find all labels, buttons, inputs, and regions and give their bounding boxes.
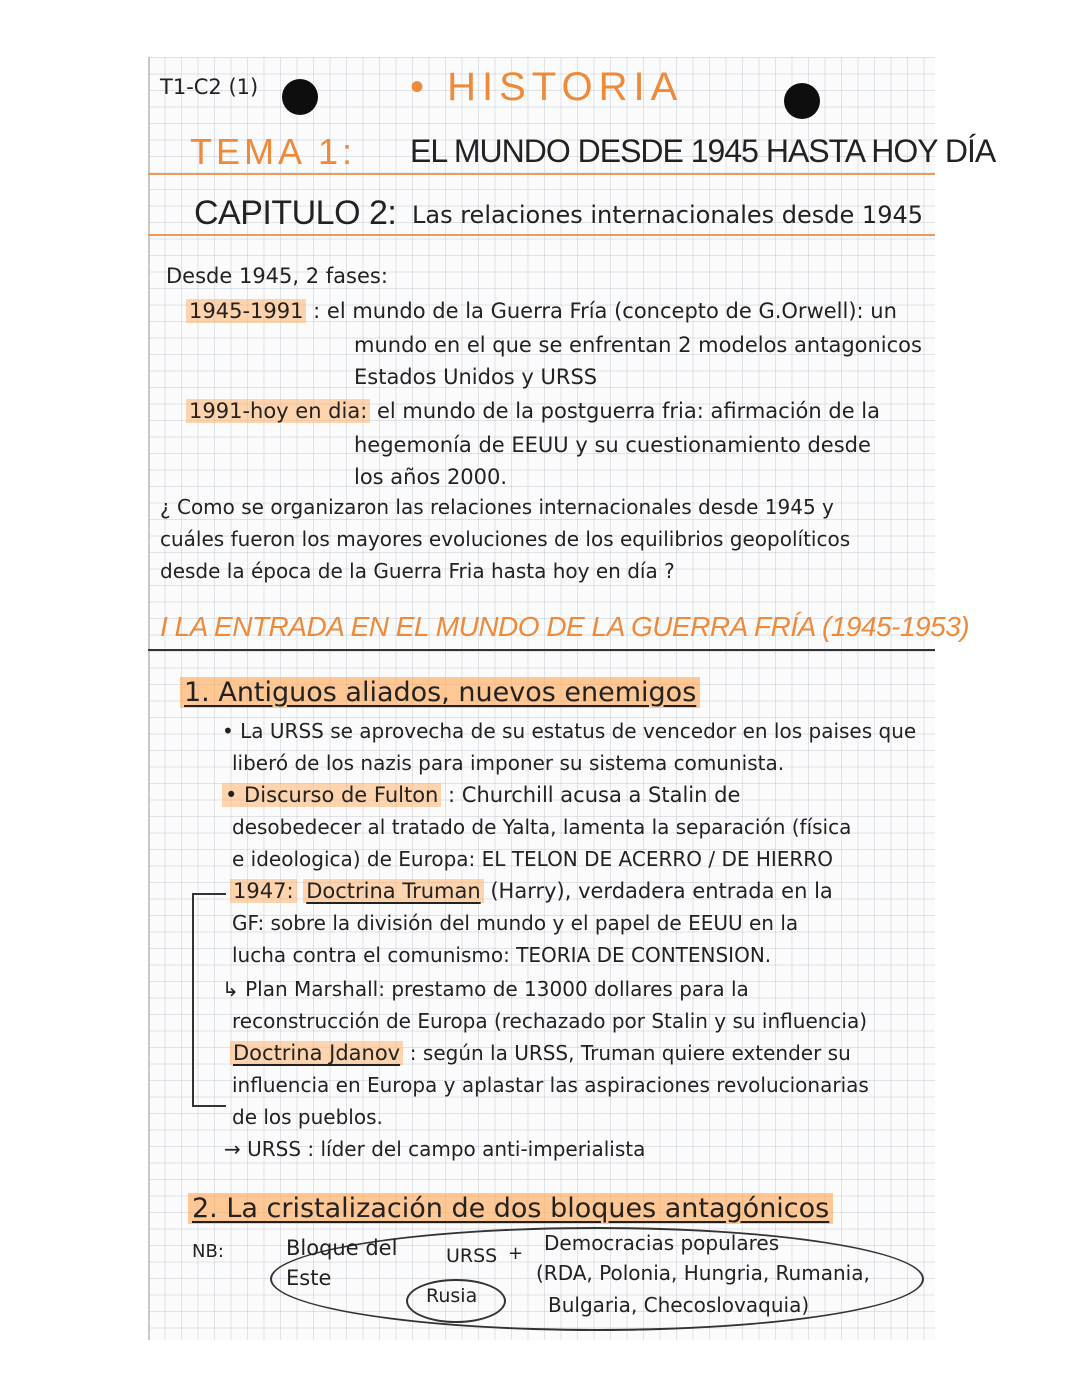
bullet3-line2: GF: sobre la división del mundo y el papel de EEUU en la xyxy=(232,911,799,935)
truman-date: 1947: xyxy=(230,879,297,903)
capitulo-title: Las relaciones internacionales desde 1945 xyxy=(412,201,924,229)
notebook-page xyxy=(148,57,996,1340)
question-line1: ¿ Como se organizaron las relaciones internacionales desde 1945 y xyxy=(160,495,834,519)
doctrine-bracket xyxy=(192,893,226,1107)
phase2-line1: el mundo de la postguerra fria: afirmación de la xyxy=(376,399,881,423)
phase1-line2: mundo en el que se enfrentan 2 modelos antagonicos xyxy=(354,333,922,357)
bullet5-line1: : según la URSS, Truman quiere extender su xyxy=(409,1041,851,1065)
plus-sign: + xyxy=(508,1243,524,1264)
urss-label: URSS xyxy=(446,1245,498,1267)
phase2-line2: hegemonía de EEUU y su cuestionamiento desde xyxy=(354,433,871,457)
phase1-line3: Estados Unidos y URSS xyxy=(354,365,598,389)
bullet5-line3: de los pueblos. xyxy=(232,1105,383,1129)
democracias-line2: (RDA, Polonia, Hungria, Rumania, xyxy=(536,1261,870,1285)
plan-marshall-line1: ↳ Plan Marshall: prestamo de 13000 dollares para la xyxy=(222,977,749,1001)
bullet2-row xyxy=(222,783,740,807)
section-underline xyxy=(148,649,935,651)
nb-label: NB: xyxy=(192,1241,224,1262)
page-title: • HISTORIA xyxy=(410,65,684,109)
question-line3: desde la época de la Guerra Fria hasta hoy en día ? xyxy=(160,559,675,583)
bullet3-line3: lucha contra el comunismo: TEORIA DE CONTENSION. xyxy=(232,943,772,967)
bloque-label: Bloque del Este xyxy=(286,1236,398,1290)
democracias-line3: Bulgaria, Checoslovaquia) xyxy=(548,1293,810,1317)
phase1-date: 1945-1991 xyxy=(186,299,306,323)
phase2-line3: los años 2000. xyxy=(354,465,508,489)
binder-hole-left xyxy=(282,79,318,115)
jdanov-label: Doctrina Jdanov xyxy=(230,1041,403,1065)
bullet5-row xyxy=(230,1041,851,1065)
fulton-label: • Discurso de Fulton xyxy=(222,783,441,807)
bullet3-line1: (Harry), verdadera entrada en la xyxy=(490,879,833,903)
urss-leader-line: → URSS : líder del campo anti-imperialista xyxy=(224,1137,646,1161)
section-title: I LA ENTRADA EN EL MUNDO DE LA GUERRA FRÍA (1945-1953) xyxy=(160,611,970,642)
capitulo-label: CAPITULO 2: xyxy=(194,194,397,232)
truman-label: Doctrina Truman xyxy=(303,879,483,903)
tema-title: EL MUNDO DESDE 1945 HASTA HOY DÍA xyxy=(410,133,996,169)
bullet1-line1: • La URSS se aprovecha de su estatus de vencedor en los paises que xyxy=(222,719,917,743)
bullet2-line3: e ideologica) de Europa: EL TELON DE ACERRO / DE HIERRO xyxy=(232,847,833,871)
binder-hole-right xyxy=(784,83,820,119)
question-line2: cuáles fueron los mayores evoluciones de los equilibrios geopolíticos xyxy=(160,527,851,551)
subsection2-title: 2. La cristalización de dos bloques antagónicos xyxy=(188,1193,833,1224)
corner-reference: T1-C2 (1) xyxy=(160,75,259,99)
bullet2-line1: : Churchill acusa a Stalin de xyxy=(448,783,741,807)
phase2-row xyxy=(186,399,880,423)
rusia-label: Rusia xyxy=(426,1285,478,1307)
bullet3-row xyxy=(230,879,833,903)
intro-lead: Desde 1945, 2 fases: xyxy=(166,264,388,288)
phase1-line1: : el mundo de la Guerra Fría (concepto de G.Orwell): un xyxy=(313,299,897,323)
plan-marshall-line2: reconstrucción de Europa (rechazado por Stalin y su influencia) xyxy=(232,1009,868,1033)
subsection1-title: 1. Antiguos aliados, nuevos enemigos xyxy=(180,677,700,708)
capitulo-underline xyxy=(148,234,935,236)
bullet2-line2: desobedecer al tratado de Yalta, lamenta la separación (física xyxy=(232,815,852,839)
tema-underline xyxy=(148,173,935,175)
phase1-row xyxy=(186,299,897,323)
phase2-date: 1991-hoy en dia: xyxy=(186,399,370,423)
democracias-line1: Democracias populares xyxy=(544,1231,780,1255)
tema-label: TEMA 1: xyxy=(190,131,357,172)
bullet5-line2: influencia en Europa y aplastar las aspiraciones revolucionarias xyxy=(232,1073,869,1097)
bullet1-line2: liberó de los nazis para imponer su sistema comunista. xyxy=(232,751,785,775)
